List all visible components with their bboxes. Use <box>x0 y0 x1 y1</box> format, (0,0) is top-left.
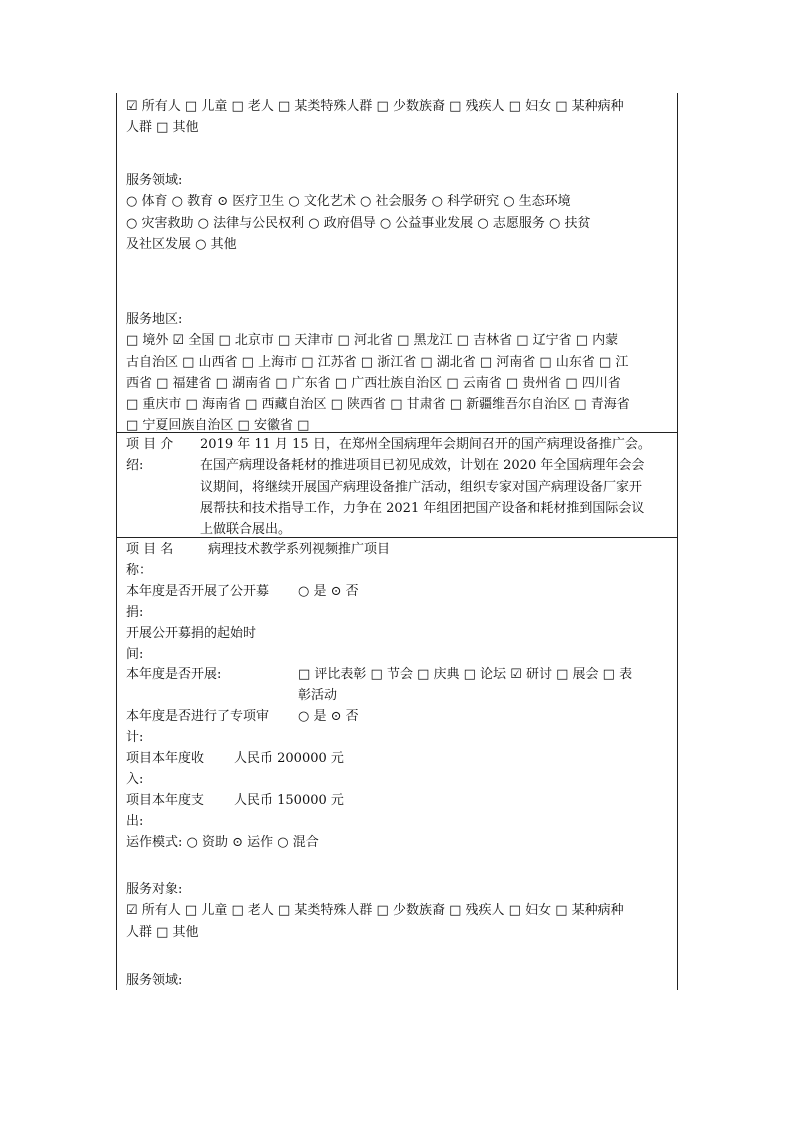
service-targets-title: 服务对象: <box>126 882 183 897</box>
report-table <box>116 93 678 990</box>
project-intro-label: 项 目 介 绍: <box>126 437 174 474</box>
project-name-value: 病理技术教学系列视频推广项目 <box>208 542 391 557</box>
project-intro-text: 2019 年 11 月 15 日，在郑州全国病理年会期间召开的国产病理设备推广会。 在国产病理设备耗材的推进项目已初见成效，计划在 2020 年全国病理年会会 议期间，将继续开展国产病理设备推广活动，组织专家对国产病理设备厂家开 展帮扶和技术指导工作，力争在 2021 年组团把国产设备和耗材推到国际会议 上做联合展出。 <box>200 437 651 538</box>
service-targets-line: 人群 □ 其他 <box>126 924 199 940</box>
service-regions-line: □ 境外 ☑ 全国 □ 北京市 □ 天津市 □ 河北省 □ 黑龙江 □ 吉林省 □ 辽宁省 □ 内蒙 <box>126 333 619 349</box>
project-name-label: 项 目 名 称： <box>126 542 174 579</box>
operation-mode-line: 运作模式: ○ 资助 ⊙ 运作 ○ 混合 <box>126 835 319 850</box>
activities-value: □ 评比表彰 □ 节会 □ 庆典 □ 论坛 ☑ 研讨 □ 展会 □ 表 彰活动 <box>298 667 633 704</box>
annual-income-value: 人民币 200000 元 <box>234 751 344 766</box>
service-regions-line: □ 宁夏回族自治区 □ 安徽省 □ <box>126 418 310 434</box>
service-fields-section <box>126 170 668 255</box>
annual-income-label: 项目本年度收 入: <box>126 751 205 788</box>
service-fields-line: 及社区发展 ○ 其他 <box>126 236 237 252</box>
public-fundraising-value: ○ 是 ⊙ 否 <box>298 584 359 599</box>
operation-mode-row <box>126 832 668 853</box>
special-audit-value: ○ 是 ⊙ 否 <box>298 709 359 724</box>
service-targets-line: 人群 □ 其他 <box>126 120 199 136</box>
project-intro-row <box>126 434 668 538</box>
annual-expense-label: 项目本年度支 出: <box>126 793 205 830</box>
activities-label: 本年度是否开展: <box>126 667 222 682</box>
service-regions-line: 西省 □ 福建省 □ 湖南省 □ 广东省 □ 广西壮族自治区 □ 云南省 □ 贵州省 □ 四川省 <box>126 375 621 391</box>
row-divider <box>117 537 677 538</box>
service-regions-line: 古自治区 □ 山西省 □ 上海市 □ 江苏省 □ 浙江省 □ 湖北省 □ 河南省 □ 山东省 □ 江 <box>126 354 629 370</box>
service-targets-line: ☑ 所有人 □ 儿童 □ 老人 □ 某类特殊人群 □ 少数族裔 □ 残疾人 □ 妇女 □ 某种病种 <box>126 903 624 919</box>
special-audit-label: 本年度是否进行了专项审 计: <box>126 709 270 746</box>
service-regions-section <box>126 309 668 437</box>
service-fields-title: 服务领域: <box>126 973 183 988</box>
service-regions-title: 服务地区: <box>126 312 183 327</box>
service-fields-line: ○ 体育 ○ 教育 ⊙ 医疗卫生 ○ 文化艺术 ○ 社会服务 ○ 科学研究 ○ 生态环境 <box>126 194 571 210</box>
service-fields-section-2 <box>126 970 668 991</box>
service-targets-section-2 <box>126 879 668 943</box>
service-fields-title: 服务领域: <box>126 173 183 188</box>
public-fundraising-label: 本年度是否开展了公开募 捐: <box>126 584 270 621</box>
annual-expense-value: 人民币 150000 元 <box>234 793 344 808</box>
service-targets-section <box>126 96 668 139</box>
row-divider <box>117 432 677 433</box>
service-fields-line: ○ 灾害救助 ○ 法律与公民权利 ○ 政府倡导 ○ 公益事业发展 ○ 志愿服务 ○ 扶贫 <box>126 215 591 231</box>
fundraising-start-label: 开展公开募捐的起始时 间: <box>126 626 257 663</box>
service-targets-line: ☑ 所有人 □ 儿童 □ 老人 □ 某类特殊人群 □ 少数族裔 □ 残疾人 □ 妇女 □ 某种病种 <box>126 99 624 114</box>
service-regions-line: □ 重庆市 □ 海南省 □ 西藏自治区 □ 陕西省 □ 甘肃省 □ 新疆维吾尔自治区 □ 青海省 <box>126 397 630 413</box>
